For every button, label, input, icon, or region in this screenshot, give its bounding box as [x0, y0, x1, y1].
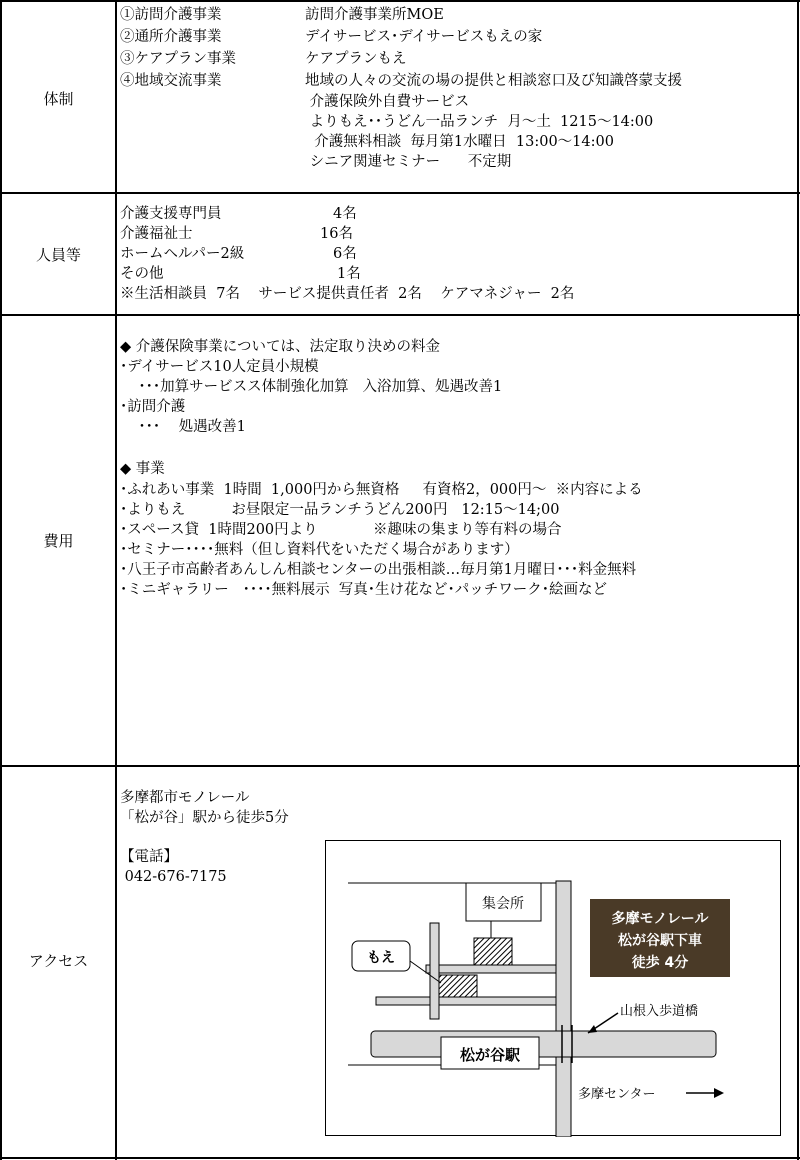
fee-line: ･八王子市高齢者あんしん相談センターの出張相談…毎月第1月曜日･･･料金無料: [120, 562, 637, 578]
fee-line: ･よりもえ お昼限定一品ランチうどん200円 12:15～14;00: [120, 502, 560, 518]
table-border-right: [797, 0, 799, 1160]
info-box-line: 徒歩 4分: [631, 955, 689, 971]
row-divider: [0, 192, 800, 194]
staff-note: ※生活相談員 7名 サービス提供責任者 2名 ケアマネジャー 2名: [120, 286, 575, 302]
staff-count: 4名: [333, 206, 357, 222]
row-divider: [0, 765, 800, 767]
fee-line: ･･･ 処遇改善1: [120, 419, 246, 435]
map-road: [426, 965, 558, 973]
monorail-line: [371, 1031, 716, 1057]
access-line: 多摩都市モノレール: [120, 790, 250, 806]
station-label: 松が谷駅: [459, 1046, 521, 1064]
column-divider: [115, 0, 117, 1160]
map-road: [376, 997, 558, 1005]
fee-line: ◆ 事業: [120, 461, 165, 477]
hall-label: 集会所: [482, 896, 524, 912]
moe-label: もえ: [367, 950, 395, 966]
table-border-bottom: [0, 1157, 800, 1159]
map-road: [430, 923, 439, 1019]
staff-count: 16名: [320, 226, 353, 242]
taisei-line-col1: ④地域交流事業: [120, 73, 222, 89]
info-box-line: 多摩モノレール: [611, 911, 709, 927]
taisei-line-col2: よりもえ･･うどん一品ランチ 月～土 1215～14:00: [305, 114, 654, 130]
taisei-line-col1: ①訪問介護事業: [120, 7, 222, 23]
taisei-line-col2: 介護保険外自費サービス: [305, 94, 470, 110]
row-divider: [0, 314, 800, 316]
row-label-taisei: 体制: [43, 90, 74, 108]
bridge-label: 山根入歩道橋: [620, 1004, 699, 1019]
info-box-line: 松が谷駅下車: [618, 933, 702, 949]
taisei-line-col1: ②通所介護事業: [120, 29, 222, 45]
row-label-hiyou: 費用: [43, 532, 74, 550]
fee-line: ･ふれあい事業 1時間 1,000円から無資格 有資格2，000円～ ※内容による: [120, 482, 643, 498]
taisei-line-col1: ③ケアプラン事業: [120, 51, 236, 67]
taisei-line-col2: デイサービス･デイサービスもえの家: [305, 29, 543, 45]
taisei-line-col2: 訪問介護事業所MOE: [305, 7, 444, 23]
taisei-line-col2: ケアプランもえ: [305, 51, 407, 67]
fee-line: ･･･加算サービスス体制強化加算 入浴加算、処遇改善1: [120, 379, 503, 395]
fee-line: ◆ 介護保険事業については、法定取り決めの料金: [120, 339, 440, 355]
direction-arrowhead: [714, 1088, 724, 1098]
fee-line: ･スペース貸 1時間200円より ※趣味の集まり等有料の場合: [120, 522, 562, 538]
map-drawing: [326, 841, 782, 1137]
table-border-top: [0, 0, 800, 2]
staff-role: 介護支援専門員: [120, 206, 222, 222]
taisei-line-col2: シニア関連セミナー 不定期: [305, 154, 512, 170]
access-line: 「松が谷」駅から徒歩5分: [120, 810, 289, 826]
row-label-access: アクセス: [28, 952, 89, 970]
phone-number: 042-676-7175: [120, 869, 227, 885]
hall-building: [474, 938, 512, 965]
staff-count: 6名: [333, 246, 357, 262]
access-map: [325, 840, 781, 1136]
bridge-arrowhead: [588, 1025, 597, 1033]
fee-line: ･ミニギャラリー ････無料展示 写真･生け花など･パッチワーク･絵画など: [120, 582, 608, 598]
moe-building: [439, 975, 477, 997]
staff-count: 1名: [337, 266, 361, 282]
staff-role: ホームヘルパー2級: [120, 246, 245, 262]
map-main-road: [556, 881, 571, 1137]
fee-line: ･訪問介護: [120, 399, 186, 415]
fee-line: ･セミナー････無料（但し資料代をいただく場合があります）: [120, 542, 519, 558]
row-label-jinin: 人員等: [35, 246, 81, 264]
phone-heading: 【電話】: [120, 849, 178, 865]
taisei-line-col2: 地域の人々の交流の場の提供と相談窓口及び知識啓蒙支援: [305, 73, 682, 89]
staff-role: その他: [120, 266, 164, 282]
taisei-line-col2: 介護無料相談 毎月第1水曜日 13:00～14:00: [305, 134, 614, 150]
direction-label: 多摩センター: [578, 1087, 656, 1102]
fee-line: ･デイサービス10人定員小規模: [120, 359, 319, 375]
table-border-left: [0, 0, 2, 1160]
staff-role: 介護福祉士: [120, 226, 193, 242]
